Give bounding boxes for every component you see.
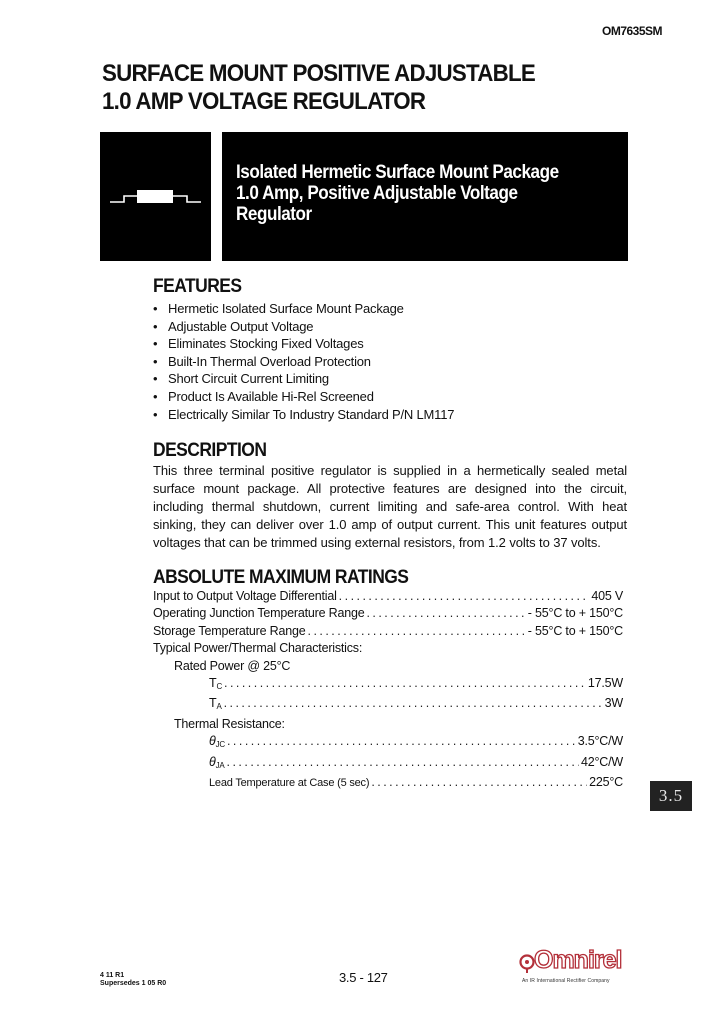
dot-leader bbox=[371, 774, 587, 791]
bullet: • bbox=[153, 388, 158, 404]
features-heading: FEATURES bbox=[153, 276, 242, 297]
package-outline-box bbox=[100, 132, 211, 261]
title-line-2: 1.0 AMP VOLTAGE REGULATOR bbox=[102, 88, 426, 115]
dot-leader bbox=[227, 733, 576, 750]
thermal-resistance-label: Thermal Resistance: bbox=[174, 716, 285, 731]
rating-row-lead-temp: Lead Temperature at Case (5 sec) . . . 225°C bbox=[153, 774, 623, 792]
header-line-2: 1.0 Amp, Positive Adjustable Voltage bbox=[236, 183, 518, 204]
header-box bbox=[222, 132, 628, 261]
rating-row-theta-ja: $\theta_{JA}$ . . . 42°C/W bbox=[153, 754, 623, 774]
dot-leader bbox=[227, 754, 579, 771]
rating-row-io: Input to Output Voltage Differential . . . 405 V bbox=[153, 588, 623, 605]
omnirel-logo bbox=[518, 946, 626, 990]
rating-row-theta-jc: $\theta_{JC}$ . . . 3.5°C/W bbox=[153, 733, 623, 753]
dot-leader bbox=[339, 588, 590, 605]
dot-leader bbox=[308, 623, 526, 640]
rating-row-storage-temp: Storage Temperature Range . . . - 55°C to + 150°C bbox=[153, 623, 623, 640]
dot-leader bbox=[224, 675, 586, 692]
bullet: • bbox=[153, 406, 158, 422]
revision-code: 4 11 R1 bbox=[100, 972, 125, 979]
header-line-3: Regulator bbox=[236, 204, 312, 225]
dot-leader bbox=[366, 605, 525, 622]
feature-item: • Short Circuit Current Limiting bbox=[153, 371, 329, 387]
page-number: 3.5 - 127 bbox=[339, 970, 388, 985]
bullet: • bbox=[153, 318, 158, 334]
rated-power-label: Rated Power @ 25°C bbox=[174, 658, 291, 673]
bullet: • bbox=[153, 353, 158, 369]
bullet: • bbox=[153, 371, 158, 387]
logo-wordmark: Omnirel bbox=[534, 946, 622, 974]
rating-row-operating-temp: Operating Junction Temperature Range . . . - 55°C to + 150°C bbox=[153, 605, 623, 622]
rating-row-tc: $T_C$ . . . 17.5W bbox=[153, 675, 623, 695]
dot-leader bbox=[224, 695, 603, 712]
page-title bbox=[102, 60, 535, 116]
feature-item: • Eliminates Stocking Fixed Voltages bbox=[153, 336, 364, 352]
header-line-1: Isolated Hermetic Surface Mount Package bbox=[236, 162, 559, 183]
feature-item: • Built-In Thermal Overload Protection bbox=[153, 353, 371, 369]
power-thermal-heading: Typical Power/Thermal Characteristics: bbox=[153, 641, 363, 656]
bullet: • bbox=[153, 336, 158, 352]
feature-item: • Product Is Available Hi-Rel Screened bbox=[153, 388, 374, 404]
feature-item: • Adjustable Output Voltage bbox=[153, 318, 314, 334]
rating-row-ta: $T_A$ . . . 3W bbox=[153, 695, 623, 715]
features-list bbox=[153, 300, 454, 423]
description-text: This three terminal positive regulator is supplied in a hermetically sealed metal surface mount package. All protective features are designed into the circuit, including thermal shutdown, current limiting and safe-area control. With heat sinking, they can deliver over 1.0 amp of output current. This unit features output voltages that can be trimmed using external resistors, from 1.2 volts to 37 volts. bbox=[153, 463, 627, 550]
part-number: OM7635SM bbox=[602, 24, 663, 38]
section-tab: 3.5 bbox=[650, 781, 692, 811]
bullet: • bbox=[153, 301, 158, 316]
package-outline-icon bbox=[100, 132, 211, 261]
supersedes-code: Supersedes 1 05 R0 bbox=[100, 980, 167, 987]
description-heading: DESCRIPTION bbox=[153, 440, 267, 461]
title-line-1: SURFACE MOUNT POSITIVE ADJUSTABLE bbox=[102, 60, 536, 87]
feature-item: • Electrically Similar To Industry Standard P/N LM117 bbox=[153, 406, 455, 422]
revision-info bbox=[100, 972, 166, 988]
feature-item: • Hermetic Isolated Surface Mount Package bbox=[153, 301, 404, 316]
header-box-text bbox=[236, 162, 559, 225]
logo-tagline: An IR International Rectifier Company bbox=[522, 978, 610, 984]
ratings-heading: ABSOLUTE MAXIMUM RATINGS bbox=[153, 567, 409, 588]
ratings-list bbox=[153, 588, 623, 792]
